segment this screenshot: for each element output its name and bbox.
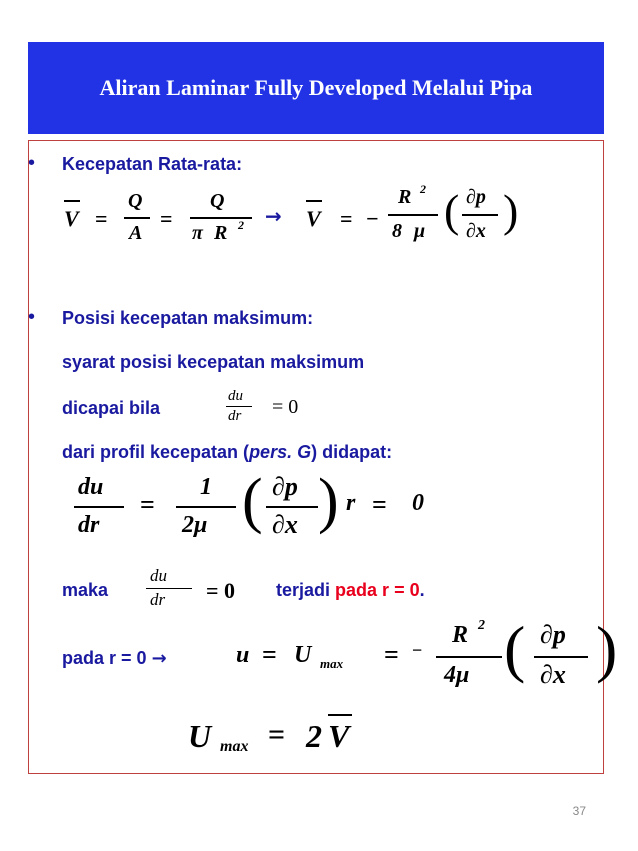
implies-arrow-icon-2: → [151, 648, 167, 669]
dr-den-3: dr [150, 590, 166, 609]
dp-num-3: ∂p [540, 620, 566, 649]
sq-den: 2 [238, 218, 244, 232]
implies-arrow-icon: → [265, 204, 282, 228]
slide-title-box [28, 42, 604, 134]
sq-num: 2 [420, 182, 426, 196]
minus-sign: − [366, 206, 379, 231]
text-terjadi: terjadi pada r = 0. [276, 580, 425, 600]
bullet-posisi-maksimum: Posisi kecepatan maksimum: [62, 308, 314, 328]
u-var: u [236, 642, 250, 668]
du-num-1: du [228, 388, 243, 404]
du-num-2: du [78, 474, 104, 500]
U-var-2: U [188, 718, 212, 754]
two-coef: 2 [306, 718, 322, 754]
vbar-symbol-2: V [306, 206, 321, 231]
equals-zero-1: = 0 [272, 396, 299, 418]
Q-num-2: Q [210, 190, 225, 212]
left-paren: ( [444, 185, 460, 236]
r-var: r [346, 490, 356, 516]
slide-title: Aliran Laminar Fully Developed Melalui Pipa [99, 75, 533, 100]
R-num: R [398, 186, 412, 208]
dx-den: ∂x [466, 220, 486, 242]
equals-8: = [268, 718, 286, 751]
dp-num: ∂p [466, 186, 486, 208]
equals-6: = [262, 640, 277, 669]
page-number: 37 [572, 804, 586, 818]
equals-3: = [340, 206, 353, 231]
equals-4: = [140, 490, 155, 519]
text-dicapai: dicapai bila [62, 398, 161, 418]
minus-sign-2: − [412, 640, 423, 660]
zero-result: 0 [412, 490, 424, 516]
vbar-symbol-3: V [328, 718, 350, 754]
dx-den-3: ∂x [540, 660, 566, 689]
dp-num-2: ∂p [272, 472, 298, 501]
equals-zero-2: = 0 [206, 578, 236, 603]
R-num-2: R [452, 622, 469, 648]
one-num: 1 [200, 474, 212, 500]
bullet-dot-1: • [28, 152, 36, 174]
text-dari-profil: dari profil kecepatan (pers. G) didapat: [62, 442, 393, 462]
dr-den-2: dr [78, 512, 100, 538]
bullet-kecepatan-rata: Kecepatan Rata-rata: [62, 154, 243, 174]
right-paren: ) [503, 185, 519, 236]
Q-num-1: Q [128, 190, 143, 212]
equals-7: = [384, 640, 399, 669]
equals-5: = [372, 490, 387, 519]
equals-2: = [160, 206, 173, 231]
max-subscript-2: max [220, 738, 249, 755]
text-maka: maka [62, 580, 109, 600]
left-paren-2: ( [242, 467, 263, 535]
U-var: U [294, 642, 312, 668]
right-paren-3: ) [596, 613, 618, 684]
two-mu-den: 2μ [182, 512, 208, 538]
text-pada-r0: pada r = 0 → [62, 648, 167, 669]
pi-symbol: π [192, 222, 203, 244]
bullet-dot-2: • [28, 306, 36, 328]
sq-num-2: 2 [478, 618, 485, 633]
A-den: A [129, 222, 143, 244]
right-paren-2: ) [318, 467, 339, 535]
mu-symbol: μ [414, 220, 426, 242]
text-pada-r-red: pada r = 0 [335, 580, 420, 600]
du-num-3: du [150, 566, 167, 585]
dx-den-2: ∂x [272, 510, 298, 539]
text-syarat: syarat posisi kecepatan maksimum [62, 352, 365, 372]
eight: 8 [392, 220, 402, 242]
R-den: R [214, 222, 228, 244]
max-subscript: max [320, 656, 344, 671]
dr-den-1: dr [228, 408, 242, 424]
four-mu-den: 4μ [444, 662, 470, 688]
left-paren-3: ( [504, 613, 526, 684]
equals-1: = [95, 206, 108, 231]
vbar-symbol: V [64, 206, 79, 231]
